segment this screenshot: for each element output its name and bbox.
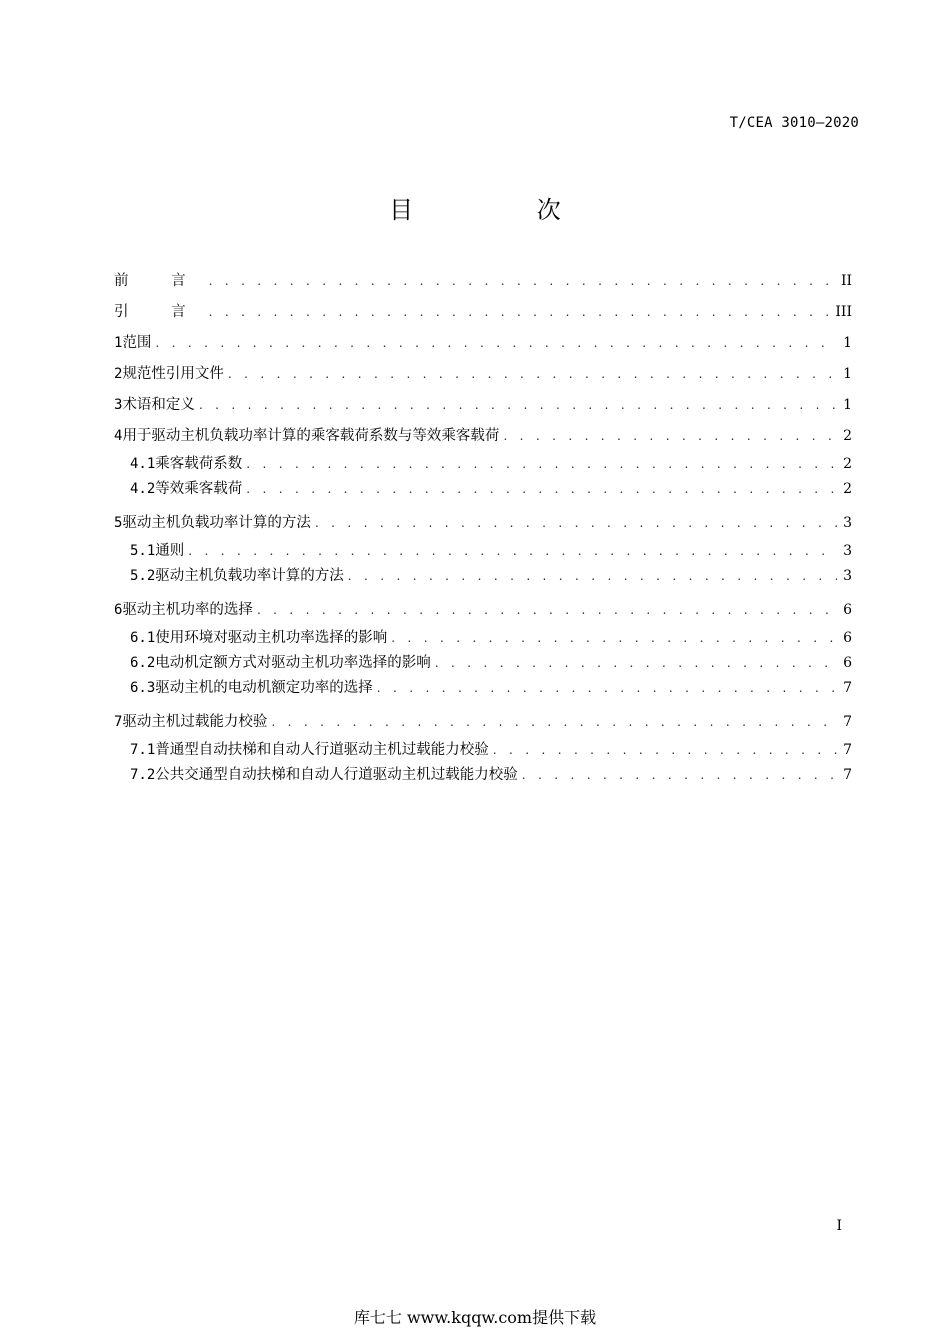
toc-entry-7-2[interactable] (114, 763, 852, 788)
toc-entry-label: 通则 (155, 543, 185, 559)
toc-entry-page: 6 (843, 602, 852, 618)
toc-entry-number: 2 (114, 366, 123, 382)
toc-entry-page: II (840, 273, 852, 289)
toc-leader (522, 763, 837, 788)
document-code: T/CEA 3010—2020 (729, 115, 859, 131)
toc-entry-5-1[interactable] (114, 539, 852, 564)
toc-entry-label: 普通型自动扶梯和自动人行道驱动主机过载能力校验 (155, 742, 489, 758)
toc-entry-label: 驱动主机功率的选择 (122, 602, 253, 618)
toc-entry-number: 3 (114, 397, 123, 413)
toc-entry-label: 规范性引用文件 (122, 366, 224, 382)
toc-entry-1[interactable] (114, 328, 852, 359)
toc-entry-page: 1 (843, 397, 852, 413)
toc-leader (377, 676, 837, 701)
toc-entry-number: 5.1 (130, 543, 156, 559)
toc-entry-6-1[interactable] (114, 626, 852, 651)
toc-entry-page: 7 (843, 742, 852, 758)
toc-entry-3[interactable] (114, 390, 852, 421)
toc-leader (257, 595, 837, 626)
toc-entry-number: 5.2 (130, 568, 156, 584)
toc-entry-label: 电动机定额方式对驱动主机功率选择的影响 (155, 655, 431, 671)
toc-entry-number: 1 (114, 335, 123, 351)
toc-entry-number: 4.2 (130, 481, 156, 497)
toc-entry-label: 乘客载荷系数 (155, 456, 243, 472)
toc-entry-5-2[interactable] (114, 564, 852, 589)
toc-leader (246, 452, 837, 477)
toc-entry-introduction[interactable] (114, 297, 852, 328)
toc-entry-6-2[interactable] (114, 651, 852, 676)
page-number: I (836, 1218, 842, 1234)
toc-entry-foreword[interactable] (114, 266, 852, 297)
toc-leader (209, 266, 835, 297)
toc-entry-page: III (835, 304, 852, 320)
toc-entry-label: 范围 (122, 335, 152, 351)
table-of-contents (114, 266, 852, 788)
download-source-note: 库七七 www.kqqw.com提供下载 (353, 1308, 597, 1327)
toc-leader (435, 651, 837, 676)
toc-entry-page: 3 (843, 515, 852, 531)
toc-entry-page: 7 (843, 714, 852, 730)
toc-entry-4[interactable] (114, 421, 852, 452)
toc-leader (503, 421, 837, 452)
toc-entry-label: 驱动主机负载功率计算的方法 (155, 568, 344, 584)
toc-entry-5[interactable] (114, 508, 852, 539)
toc-entry-number: 7 (114, 714, 123, 730)
toc-entry-label: 引 言 (114, 304, 205, 320)
toc-entry-page: 7 (843, 680, 852, 696)
toc-entry-7[interactable] (114, 707, 852, 738)
toc-entry-page: 1 (843, 335, 852, 351)
toc-entry-2[interactable] (114, 359, 852, 390)
toc-entry-number: 6.2 (130, 655, 156, 671)
toc-leader (199, 390, 837, 421)
toc-entry-label: 用于驱动主机负载功率计算的乘客载荷系数与等效乘客载荷 (122, 428, 500, 444)
toc-leader (271, 707, 837, 738)
toc-entry-label: 公共交通型自动扶梯和自动人行道驱动主机过载能力校验 (155, 767, 518, 783)
toc-entry-label: 等效乘客载荷 (155, 481, 243, 497)
toc-entry-page: 2 (843, 481, 852, 497)
toc-leader (391, 626, 837, 651)
toc-title: 目 次 (389, 196, 619, 224)
toc-entry-page: 3 (843, 543, 852, 559)
toc-entry-number: 7.1 (130, 742, 156, 758)
toc-entry-label: 使用环境对驱动主机功率选择的影响 (155, 630, 388, 646)
toc-entry-page: 6 (843, 630, 852, 646)
toc-entry-number: 6.3 (130, 680, 156, 696)
toc-entry-label: 驱动主机的电动机额定功率的选择 (155, 680, 373, 696)
toc-entry-label: 驱动主机过载能力校验 (122, 714, 268, 730)
toc-entry-label: 前 言 (114, 273, 205, 289)
toc-entry-7-1[interactable] (114, 738, 852, 763)
toc-entry-number: 5 (114, 515, 123, 531)
toc-entry-label: 驱动主机负载功率计算的方法 (122, 515, 311, 531)
toc-entry-page: 2 (843, 428, 852, 444)
toc-entry-6[interactable] (114, 595, 852, 626)
toc-leader (246, 477, 837, 502)
toc-leader (188, 539, 837, 564)
toc-entry-number: 7.2 (130, 767, 156, 783)
toc-entry-6-3[interactable] (114, 676, 852, 701)
toc-leader (209, 297, 830, 328)
toc-leader (228, 359, 837, 390)
toc-entry-page: 6 (843, 655, 852, 671)
toc-entry-number: 4 (114, 428, 123, 444)
toc-entry-number: 4.1 (130, 456, 156, 472)
toc-entry-label: 术语和定义 (122, 397, 195, 413)
toc-leader (493, 738, 837, 763)
toc-entry-page: 2 (843, 456, 852, 472)
toc-entry-4-1[interactable] (114, 452, 852, 477)
toc-entry-number: 6 (114, 602, 123, 618)
toc-entry-page: 1 (843, 366, 852, 382)
toc-leader (315, 508, 837, 539)
toc-entry-4-2[interactable] (114, 477, 852, 502)
toc-entry-number: 6.1 (130, 630, 156, 646)
toc-entry-page: 3 (843, 568, 852, 584)
toc-leader (155, 328, 837, 359)
toc-leader (348, 564, 837, 589)
toc-entry-page: 7 (843, 767, 852, 783)
